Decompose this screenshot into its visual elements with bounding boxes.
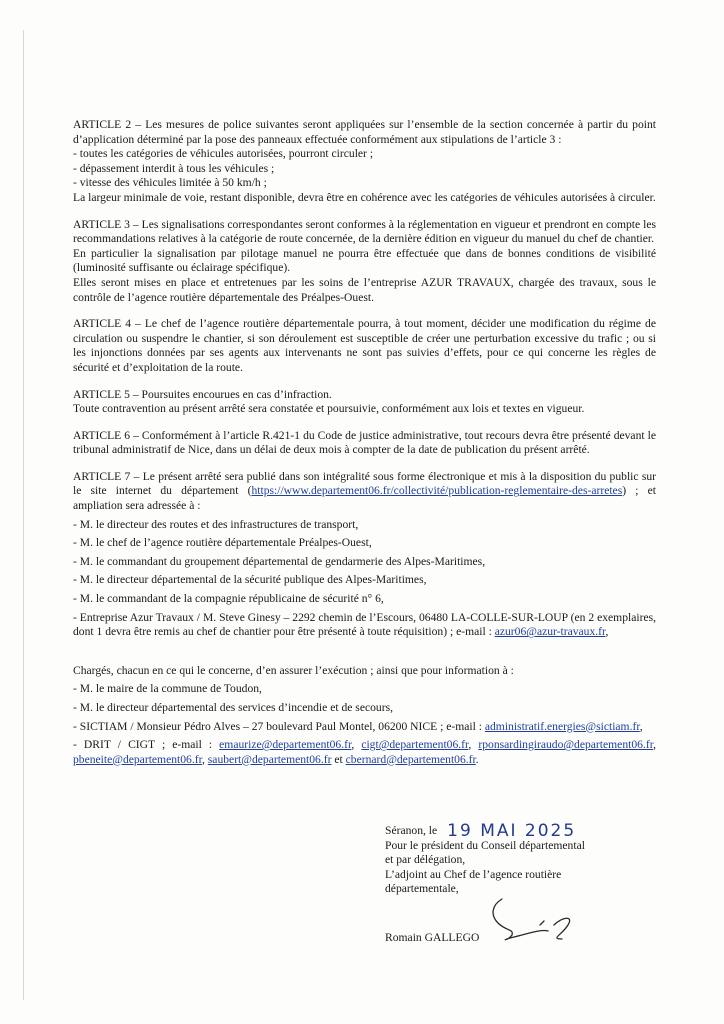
azur-email-link[interactable]: azur06@azur-travaux.fr (494, 625, 606, 639)
sictiam-text: - SICTIAM / Monsieur Pédro Alves – 27 boulevard Paul Montel, 06200 NICE ; e-mail : (73, 719, 485, 733)
recipient-item: - M. le directeur départemental de la sécurité publique des Alpes-Maritimes, (73, 573, 427, 587)
article-7-intro-before: ARTICLE 7 – Le présent arrêté sera publié dans son intégralité sous forme électronique et mis à la disposition du public sur le site internet du département ( (73, 469, 656, 498)
signature-block (385, 822, 665, 897)
signature-line: et par délégation, (385, 853, 466, 867)
article-3-line: En particulier la signalisation par pilotage manuel ne pourra être effectuée que dans de bonnes conditions de visibilité (luminosité suffisante ou éclairage spécifique). (73, 246, 656, 275)
drit-email-link[interactable]: pbeneite@departement06.fr (73, 752, 202, 766)
date-stamp: 19 MAI 2025 (447, 821, 577, 841)
article-2-line: - vitesse des véhicules limitée à 50 km/h ; (73, 176, 267, 190)
article-5 (73, 388, 656, 417)
article-5-line: ARTICLE 5 – Poursuites encourues en cas d’infraction. (73, 387, 332, 401)
drit-end: . (475, 752, 479, 766)
article-2-line: - toutes les catégories de véhicules autorisées, pourront circuler ; (73, 147, 374, 161)
article-3 (73, 218, 656, 306)
drit-email-link[interactable]: cigt@departement06.fr (361, 738, 469, 752)
article-7-intro (73, 470, 656, 518)
charges-item-sictiam (73, 720, 656, 739)
charges-item: - M. le maire de la commune de Toudon, (73, 682, 262, 696)
place-date-line (385, 822, 665, 839)
recipient-item: - M. le directeur des routes et des infrastructures de transport, (73, 517, 359, 531)
charges-intro: Chargés, chacun en ce qui le concerne, d’en assurer l’exécution ; ainsi que pour information à : (73, 663, 514, 677)
recipient-item-azur (73, 611, 656, 644)
spacer (73, 656, 656, 664)
article-7-intro-after: ) ; et ampliation sera adressée à : (73, 484, 657, 513)
signature-line: L’adjoint au Chef de l’agence routière (385, 867, 562, 881)
sictiam-email-link[interactable]: administratif.energies@sictiam.fr (484, 719, 640, 733)
azur-end: , (605, 625, 609, 639)
article-2-line: ARTICLE 2 – Les mesures de police suivantes seront appliquées sur l’ensemble de la section concernée à partir du point d’application déterminé par la pose des panneaux effectuée conformément aux stipulations de l’article 3 : (73, 118, 656, 146)
article-6-text: ARTICLE 6 – Conformément à l’article R.421-1 du Code de justice administrative, tout recours devra être présenté devant le tribunal administratif de Nice, dans un délai de deux mois à compter de la date de publication du présent arrêté. (73, 428, 656, 457)
article-4-text: ARTICLE 4 – Le chef de l’agence routière départementale pourra, à tout moment, décider une modification du régime de circulation ou suspendre le chantier, si son déroulement est susceptible de créer une perturbation excessive du trafic ; ou si les injonctions données par ses agents aux intervenants ne sont pas suivies d’effets, pour ce qui concerne les règles de sécurité et d’exploitation de la route. (73, 317, 656, 374)
recipient-item: - M. le commandant du groupement départemental de gendarmerie des Alpes-Maritimes, (73, 554, 486, 568)
article-3-line: Elles seront mises en place et entretenues par les soins de l’entreprise AZUR TRAVAUX, chargée des travaux, sous le contrôle de l’agence routière départementale des Préalpes-Ouest. (73, 275, 656, 304)
article-3-line: ARTICLE 3 – Les signalisations correspondantes seront conformes à la réglementation en vigueur et prendront en compte les recommandations relatives à la catégorie de route concernée, de la dernière édition en vigueur du manuel du chef de chantier. (73, 217, 656, 246)
article-7 (73, 470, 656, 644)
signature-line: départementale, (385, 882, 459, 896)
drit-email-link[interactable]: saubert@departement06.fr (207, 752, 332, 766)
recipient-item: - M. le chef de l’agence routière départementale Préalpes-Ouest, (73, 536, 372, 550)
place-label: Séranon, le (385, 824, 438, 837)
charges-section (73, 664, 656, 772)
charges-item: - M. le directeur départemental des services d’incendie et de secours, (73, 701, 393, 714)
drit-email-link[interactable]: emaurize@departement06.fr (219, 738, 352, 752)
charges-item-drit: - DRIT / CIGT ; e-mail : emaurize@departement06.fr, cigt@departement06.fr, rponsardingiraudo@departement06.fr, pbeneite@departement06.fr, saubert@departement06.fr et cbernard@departement06.fr. (73, 738, 657, 766)
article-2-line: - dépassement interdit à tous les véhicules ; (73, 161, 275, 175)
article-6 (73, 429, 656, 458)
recipient-item: - M. le commandant de la compagnie républicaine de sécurité n° 6, (73, 592, 384, 606)
azur-text: - Entreprise Azur Travaux / M. Steve Ginesy – 2292 chemin de l’Escours, 06480 LA-COLLE-SUR-LOUP (en 2 exemplaires, dont 1 devra être remis au chef de chantier pour être présenté à toute réquisition) ; e-mail : (73, 610, 656, 639)
drit-email-link[interactable]: rponsardingiraudo@departement06.fr (478, 738, 654, 752)
signature-line: Pour le président du Conseil départemental (385, 838, 585, 852)
margin-line (23, 30, 24, 1000)
document-body (73, 118, 656, 783)
publication-link[interactable]: https://www.departement06.fr/collectivité/publication-reglementaire-des-arretes (251, 484, 623, 498)
article-4 (73, 317, 656, 375)
article-2 (73, 118, 656, 206)
article-2-line: La largeur minimale de voie, restant disponible, devra être en cohérence avec les catégories de véhicules autorisées à circuler. (73, 190, 656, 204)
sictiam-end: , (639, 719, 643, 733)
handwritten-signature (484, 895, 584, 955)
drit-email-link[interactable]: cbernard@departement06.fr (345, 752, 476, 766)
signer-name: Romain GALLEGO (385, 931, 480, 944)
article-5-line: Toute contravention au présent arrêté sera constatée et poursuivie, conformément aux lois et textes en vigueur. (73, 402, 585, 416)
drit-et: et (334, 752, 343, 766)
drit-text: - DRIT / CIGT ; e-mail : (73, 738, 220, 752)
